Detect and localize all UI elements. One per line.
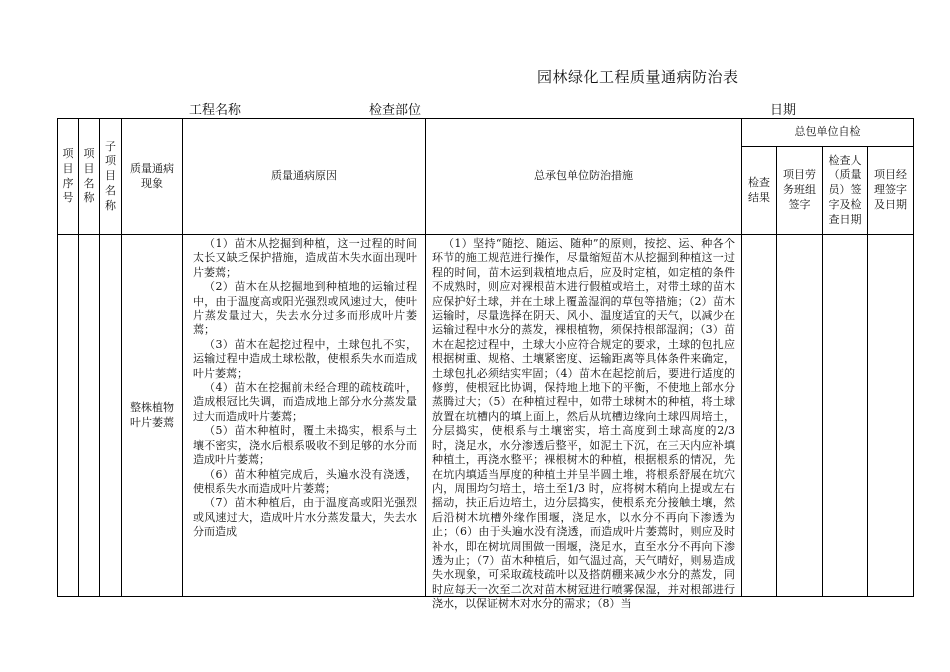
- cell-manager-sign[interactable]: [868, 235, 914, 597]
- header-defect-phenomenon: 质量通病现象: [122, 119, 183, 235]
- header-sub-item-name: 子项目名称: [100, 119, 122, 235]
- quality-defect-table: [57, 118, 914, 611]
- cause-item: （5）苗木种植时，覆土未捣实，根系与土壤不密实，浇水后根系吸收不到足够的水分而造成叶片萎蔫；: [193, 424, 417, 467]
- check-part-label: 检查部位: [369, 103, 422, 118]
- cell-sub-item-name[interactable]: [100, 235, 122, 597]
- header-prevention-measures: 总承包单位防治措施: [426, 119, 742, 235]
- cell-team-sign[interactable]: [777, 235, 823, 597]
- header-defect-cause: 质量通病原因: [183, 119, 426, 235]
- cell-item-name[interactable]: [79, 235, 100, 597]
- page-title: 园林绿化工程质量通病防治表: [537, 68, 739, 86]
- cause-item: （2）苗木在从挖掘地到种植地的运输过程中，由于温度高或阳光强烈或风速过大，使叶片蒸发量过大，失去水分过多而形成叶片萎蔫；: [193, 280, 417, 337]
- measures-text: （1）坚持“随挖、随运、随种”的原则，按挖、运、种各个环节的施工规范进行操作，尽量缩短苗木从挖掘到种植这一过程的时间，苗木运到栽植地点后，应及时定植，如定植的条件不成熟时，则应对裸根苗木进行假植或培土，对带土球的苗木应保护好土球，并在土球上覆盖湿润的草包等措施；（2）苗木运输时，尽量选择在阴天、风小、温度适宜的天气，以减少在运输过程中水分的蒸发，裸根植物，须保持根部湿润；（3）苗木在起挖过程中，土球大小应符合规定的要求，土球的包扎应根据树重、规格、土壤紧密度、运输距离等具体条件来确定，土球包扎必须结实牢固；（4）苗木在起挖前后，要进行适度的修剪，使根冠比协调，保持地上地下的平衡，不使地上部水分蒸腾过大；（5）在种植过程中，如带土球树木的种植，将土球放置在坑槽内的填上面上，然后从坑槽边缘向土球四周培土，分层捣实，使根系与土壤密实，培土高度到土球高度的2/3时，浇足水，水分渗透后整平，如泥土下沉，在三天内应补填种植土，再浇水整平；裸根树木的种植，根据根系的情况，先在坑内填适当厚度的种植土并呈半圆土堆，将根系舒展在坑穴内，周围均匀培土，培土至1/3 时，应将树木稍向上提或左右摇动，扶正后边培土，边分层捣实，使根系充分接触土壤，然后沿树木坑槽外缘作围堰，浇足水，以水分不再向下渗透为止；（6）由于头遍水没有浇透，而造成叶片萎蔫时，则应及时补水，即在树坑周围做一围堰，浇足水，直至水分不再向下渗透为止；（7）苗木种植后，如气温过高，天气晴好，则易造成失水现象，可采取疏枝疏叶以及搭荫棚来减少水分的蒸发，同时应每天一次至二次对苗木树冠进行喷雾保湿，并对根部进行浇水，以保证树木对水分的需求；（8）当: [432, 237, 735, 611]
- header-inspector-sign: 检查人（质量员）签字及检查日期: [823, 147, 868, 235]
- header-item-no: 项目序号: [58, 119, 79, 235]
- cause-item: （6）苗木种植完成后，头遍水没有浇透，使根系失水而造成叶片萎蔫；: [193, 467, 417, 495]
- cell-prevention-measures: [426, 235, 742, 611]
- cause-item: （3）苗木在起挖过程中，土球包扎不实，运输过程中造成土球松散，使根系失水而造成叶片萎蔫；: [193, 337, 417, 380]
- cell-item-no[interactable]: [58, 235, 79, 597]
- cell-defect-phenomenon: 整株植物叶片萎蔫: [122, 235, 183, 597]
- header-self-check-group: 总包单位自检: [742, 119, 914, 147]
- header-item-name: 项目名称: [79, 119, 100, 235]
- date-label: 日期: [770, 103, 797, 118]
- header-check-result: 检查结果: [742, 147, 777, 235]
- cell-check-result[interactable]: [742, 235, 777, 597]
- cell-inspector-sign[interactable]: [823, 235, 868, 597]
- cause-item: （7）苗木种植后，由于温度高或阳光强烈或风速过大，造成叶片水分蒸发量大，失去水分而造成: [193, 496, 417, 539]
- header-manager-sign: 项目经理签字及日期: [868, 147, 914, 235]
- table-row: [58, 235, 914, 597]
- cell-defect-cause: [183, 235, 426, 597]
- header-team-sign: 项目劳务班组签字: [777, 147, 823, 235]
- project-name-label: 工程名称: [189, 103, 242, 118]
- cause-item: （1）苗木从挖掘到种植，这一过程的时间太长又缺乏保护措施，造成苗木失水面出现叶片萎蔫；: [193, 237, 417, 279]
- cause-item: （4）苗木在挖掘前未经合理的疏枝疏叶，造成根冠比失调，而造成地上部分水分蒸发量过大而造成叶片萎蔫；: [193, 381, 417, 423]
